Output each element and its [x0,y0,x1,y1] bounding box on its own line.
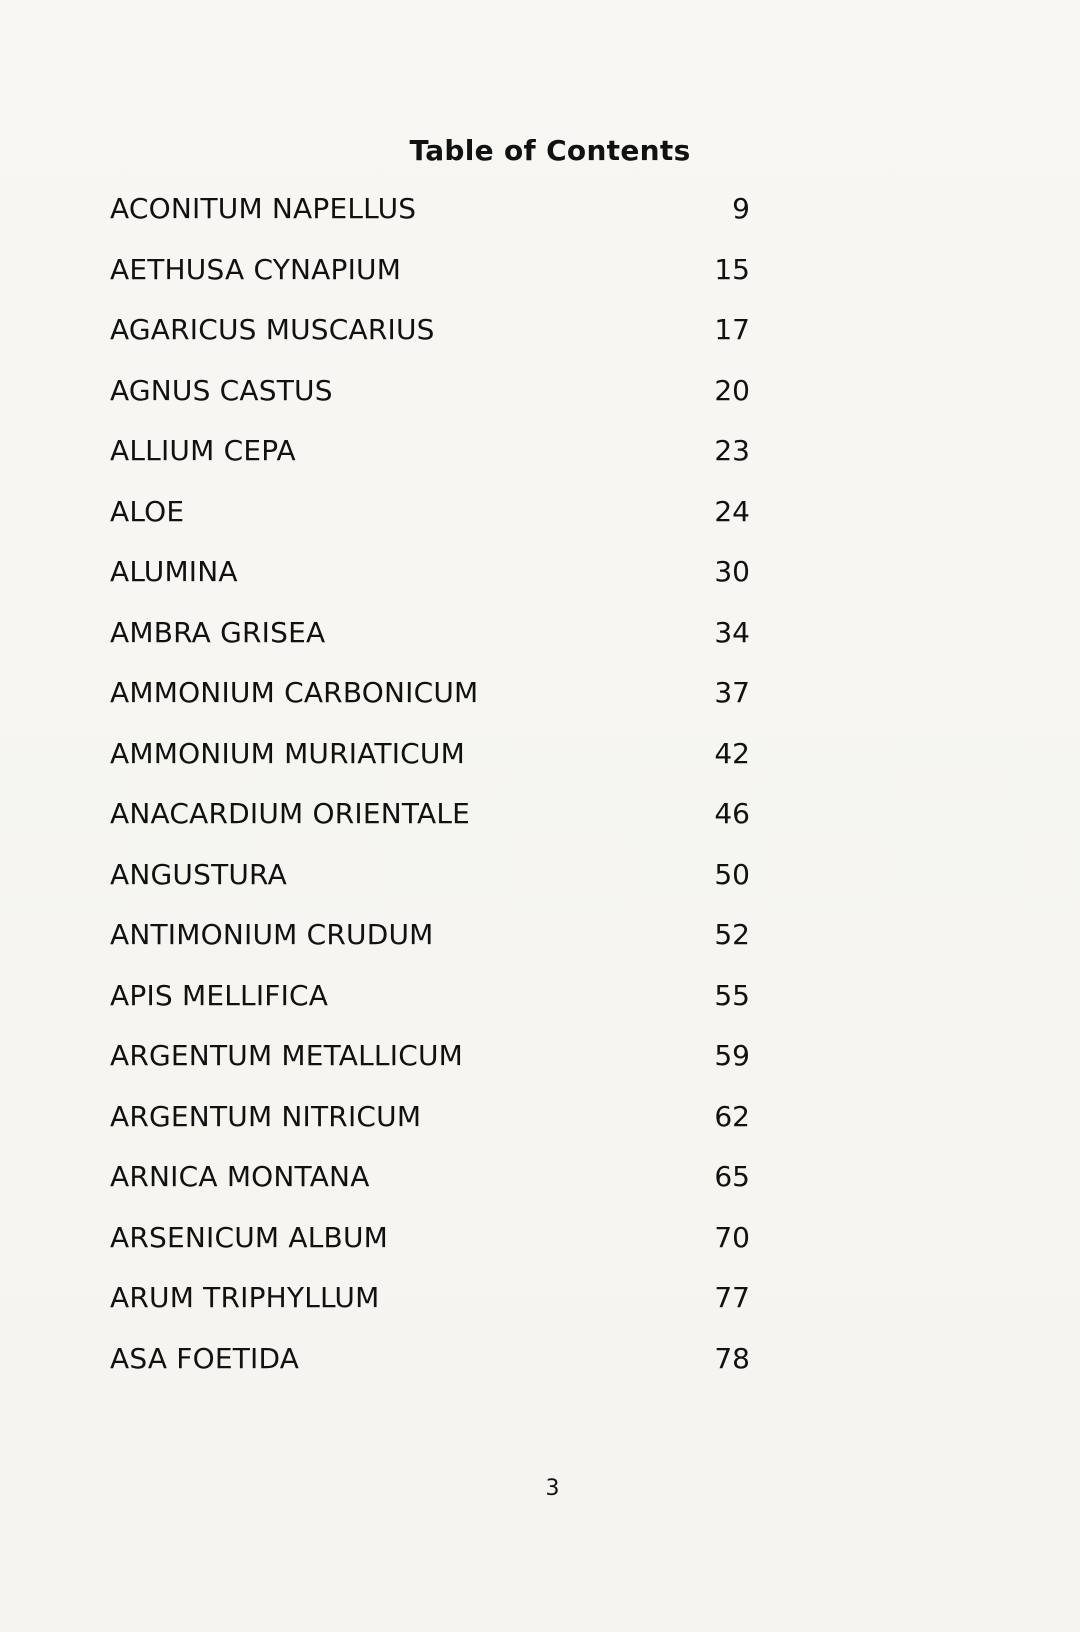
toc-entry-name: ALUMINA [110,555,238,588]
toc-entry [0,977,1080,1038]
toc-entry-name: AGNUS CASTUS [110,373,333,407]
toc-entry-page: 15 [714,252,750,286]
toc-entry-page: 9 [732,192,750,225]
toc-entry-name: AETHUSA CYNAPIUM [110,252,402,286]
toc-entry-name: ARGENTUM NITRICUM [110,1099,422,1133]
toc-entry-name: AMMONIUM CARBONICUM [110,676,479,709]
toc-entry [0,916,1080,977]
toc-entry [0,432,1080,493]
toc-entry-name: AMMONIUM MURIATICUM [110,736,465,770]
toc-entry [0,735,1080,796]
toc-entry-page: 20 [714,373,750,407]
toc-entry-page: 62 [714,1099,750,1133]
toc-list [0,190,1080,1400]
toc-entry-page: 30 [714,555,750,588]
toc-entry [0,1219,1080,1280]
toc-entry-name: ARGENTUM METALLICUM [110,1039,463,1072]
toc-entry-name: AGARICUS MUSCARIUS [110,313,435,346]
toc-entry-page: 37 [714,676,750,709]
page-title: Table of Contents [409,134,691,167]
toc-entry-name: ARSENICUM ALBUM [110,1220,388,1254]
toc-entry [0,553,1080,614]
toc-entry-name: ALOE [110,494,185,528]
toc-entry [0,614,1080,675]
toc-entry [0,251,1080,312]
toc-entry [0,1037,1080,1098]
toc-entry-page: 65 [714,1160,750,1193]
toc-entry [0,311,1080,372]
toc-entry-name: ARNICA MONTANA [110,1160,370,1193]
toc-entry-page: 24 [714,494,750,528]
toc-entry-page: 78 [714,1341,750,1375]
toc-entry [0,493,1080,554]
toc-entry-name: ANGUSTURA [110,857,287,891]
toc-entry-name: APIS MELLIFICA [110,978,329,1012]
toc-entry-name: AMBRA GRISEA [110,615,326,649]
toc-entry-page: 70 [714,1220,750,1254]
toc-entry-name: ACONITUM NAPELLUS [110,192,417,225]
toc-entry-name: ANACARDIUM ORIENTALE [110,797,471,830]
toc-entry-page: 34 [714,615,750,649]
toc-entry [0,1279,1080,1340]
toc-entry-page: 46 [714,797,750,830]
toc-entry [0,1098,1080,1159]
toc-entry [0,674,1080,735]
toc-entry [0,1340,1080,1401]
toc-entry-page: 50 [714,857,750,891]
toc-entry [0,856,1080,917]
toc-entry-name: ANTIMONIUM CRUDUM [110,918,434,951]
toc-entry [0,190,1080,251]
toc-entry [0,795,1080,856]
toc-entry-page: 55 [714,978,750,1012]
toc-entry [0,1158,1080,1219]
toc-entry-page: 77 [714,1281,750,1314]
toc-entry-page: 59 [714,1039,750,1072]
page-number: 3 [545,1476,560,1501]
toc-entry-page: 42 [714,736,750,770]
toc-entry-page: 52 [714,918,750,951]
toc-entry-page: 17 [714,313,750,346]
toc-entry-name: ARUM TRIPHYLLUM [110,1281,380,1314]
toc-entry-name: ALLIUM CEPA [110,434,296,467]
toc-entry-name: ASA FOETIDA [110,1341,300,1375]
toc-entry [0,372,1080,433]
toc-entry-page: 23 [714,434,750,467]
